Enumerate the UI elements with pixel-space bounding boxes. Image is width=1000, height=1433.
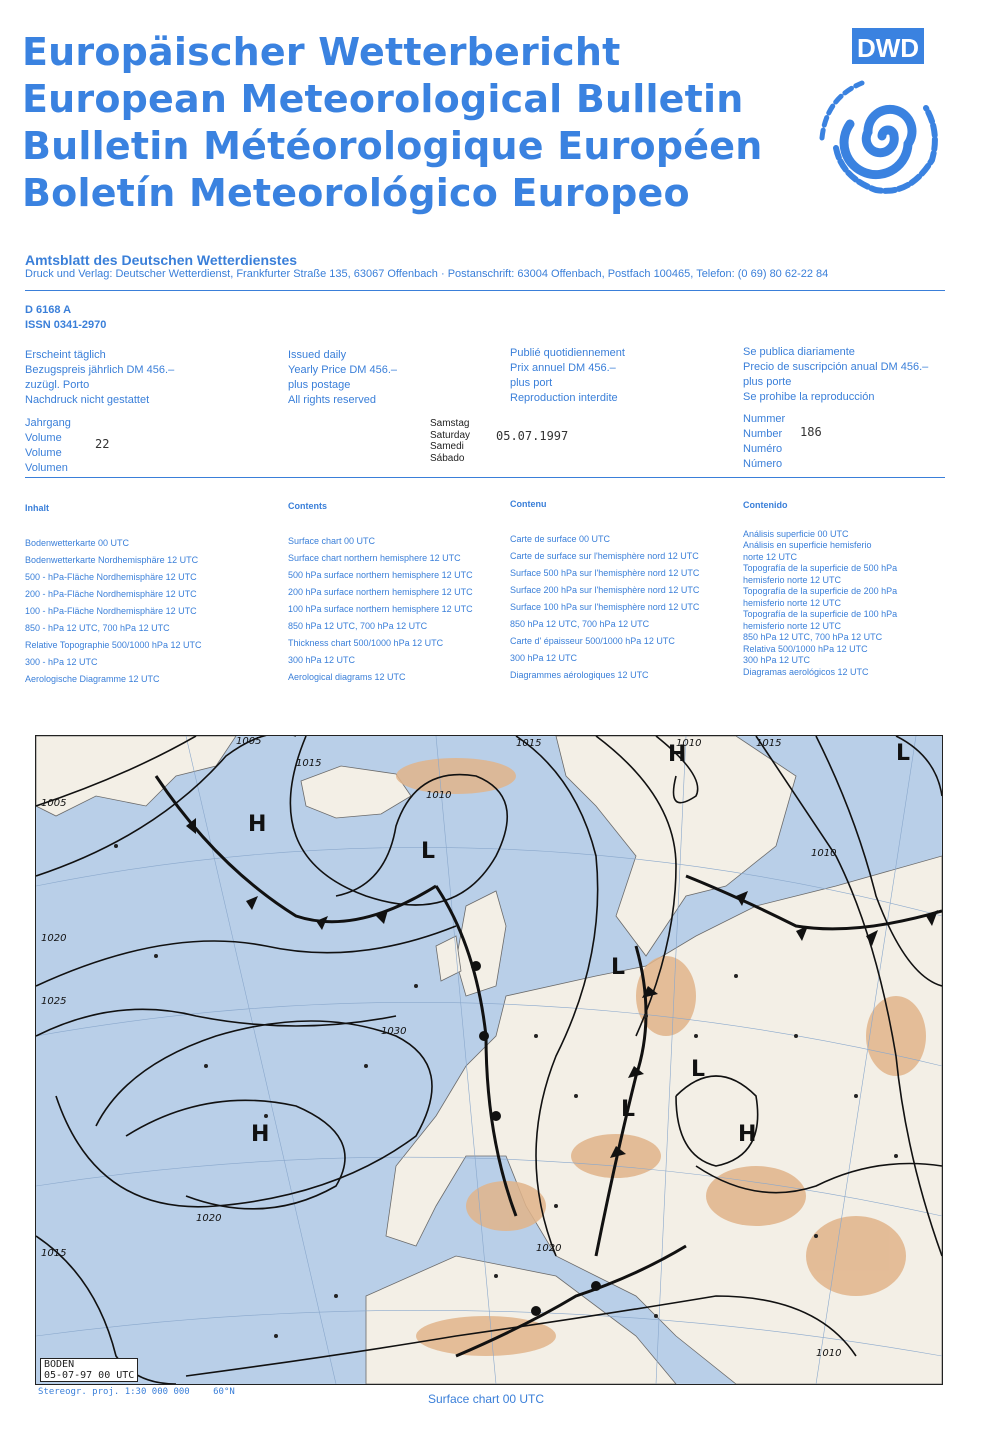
issue-info-line: Yearly Price DM 456.–	[288, 364, 398, 376]
contents-item: Surface chart 00 UTC	[288, 536, 376, 546]
contents-item: 300 hPa 12 UTC	[510, 653, 578, 663]
issue-info-line: plus postage	[288, 379, 351, 391]
contents-item: Topografía de la superficie de 200 hPa	[743, 586, 898, 596]
isobar-label: 1015	[516, 738, 542, 749]
contents-item: 850 hPa 12 UTC, 700 hPa 12 UTC	[743, 632, 883, 642]
contents-item: hemisferio norte 12 UTC	[743, 597, 842, 608]
contents-item: 300 - hPa 12 UTC	[25, 657, 98, 667]
title-english: European Meteorological Bulletin	[22, 77, 744, 121]
contents-item: 850 hPa 12 UTC, 700 hPa 12 UTC	[288, 621, 428, 631]
contents-item: Bodenwetterkarte Nordhemisphäre 12 UTC	[25, 555, 199, 565]
issue-info-line: Issued daily	[288, 349, 347, 361]
contents-fr	[510, 496, 699, 684]
contents-item: Carte d' épaisseur 500/1000 hPa 12 UTC	[510, 636, 675, 646]
low-pressure-label: L	[621, 1097, 636, 1122]
contents-item: Diagramas aerológicos 12 UTC	[743, 666, 869, 677]
isobar-label: 1020	[41, 933, 67, 944]
projection-note	[38, 1387, 235, 1397]
contents-item: 300 hPa 12 UTC	[288, 655, 356, 665]
issue-info-line: Se publica diariamente	[743, 346, 855, 358]
isobar-label: 1015	[41, 1248, 67, 1259]
number-label: Número	[743, 458, 783, 470]
contents-item: Aerological diagrams 12 UTC	[288, 672, 406, 682]
map-caption: Surface chart 00 UTC	[428, 1392, 545, 1406]
high-pressure-label: H	[248, 812, 267, 837]
contents-item: 500 hPa surface northern hemisphere 12 UTC	[288, 570, 473, 580]
issue-info-en	[288, 348, 397, 408]
contents-item: Topografía de la superficie de 500 hPa	[743, 563, 898, 573]
low-pressure-label: L	[691, 1057, 706, 1082]
high-pressure-label: H	[251, 1122, 270, 1147]
number-labels	[743, 412, 785, 472]
map-canvas	[36, 736, 942, 1384]
contents-item: Carte de surface 00 UTC	[510, 534, 611, 544]
day-label: Samedi	[430, 441, 464, 452]
isobar-label: 1005	[236, 736, 262, 747]
contents-item: 200 hPa surface northern hemisphere 12 UTC	[288, 587, 473, 597]
contents-item: Carte de surface sur l'hemisphère nord 12 UTC	[510, 551, 699, 561]
publisher-title: Amtsblatt des Deutschen Wetterdienstes	[25, 252, 298, 268]
map-stamp	[40, 1358, 138, 1382]
contents-item: Surface chart northern hemisphere 12 UTC	[288, 553, 461, 563]
issue-info-line: plus porte	[743, 376, 792, 388]
map-stamp-line: 05-07-97 00 UTC	[44, 1370, 135, 1381]
title-french: Bulletin Météorologique Européen	[22, 124, 763, 168]
contents-en	[288, 498, 473, 686]
issue-info-line: plus port	[510, 377, 553, 389]
issue-info-line: Precio de suscripción anual DM 456.–	[743, 361, 929, 373]
issue-info-line: Nachdruck nicht gestattet	[25, 394, 150, 406]
issue-info-fr	[510, 346, 625, 406]
low-pressure-label: L	[421, 839, 436, 864]
spiral-logo-icon	[800, 28, 950, 203]
isobar-label: 1015	[296, 758, 322, 769]
day-label: Sábado	[430, 452, 465, 464]
isobar-label: 1010	[676, 738, 702, 749]
isobar-label: 1010	[816, 1348, 842, 1359]
isobar-label: 1025	[41, 996, 67, 1007]
contents-item: Surface 100 hPa sur l'hemisphère nord 12 UTC	[510, 602, 700, 612]
contents-item: Surface 200 hPa sur l'hemisphère nord 12 UTC	[510, 585, 700, 595]
contents-item: 100 - hPa-Fläche Nordhemisphäre 12 UTC	[25, 606, 197, 616]
dwd-logo	[800, 28, 950, 203]
contents-item: Análisis en superficie hemisferio	[743, 540, 872, 550]
projection-scale: Stereogr. proj. 1:30 000 000	[38, 1387, 190, 1397]
landmass-ireland	[436, 936, 461, 981]
high-pressure-label: H	[668, 742, 687, 767]
contents-item: Topografía de la superficie de 100 hPa	[743, 609, 898, 619]
issn: ISSN 0341-2970	[25, 319, 107, 331]
volume-label: Volume	[25, 447, 62, 459]
contents-item: norte 12 UTC	[743, 551, 798, 562]
contents-item: hemisferio norte 12 UTC	[743, 574, 842, 585]
contents-item: 850 - hPa 12 UTC, 700 hPa 12 UTC	[25, 623, 170, 633]
issue-info-line: Erscheint täglich	[25, 349, 106, 361]
contents-item: Bodenwetterkarte 00 UTC	[25, 538, 130, 548]
isobar-label: 1015	[756, 738, 782, 749]
contents-item: 300 hPa 12 UTC	[743, 655, 811, 665]
contents-es	[743, 500, 897, 678]
divider	[25, 477, 945, 478]
divider	[25, 290, 945, 291]
map-stamp-line: BODEN	[44, 1359, 75, 1370]
day-label: Saturday	[430, 429, 471, 441]
d-number: D 6168 A	[25, 304, 72, 316]
title-spanish: Boletín Meteorológico Europeo	[22, 171, 690, 215]
day-labels	[430, 418, 470, 464]
volume-label: Jahrgang	[25, 417, 71, 429]
contents-item: Análisis superficie 00 UTC	[743, 528, 849, 539]
contents-item: Relativa 500/1000 hPa 12 UTC	[743, 643, 868, 654]
contents-header: Contents	[288, 501, 327, 511]
low-pressure-label: L	[611, 955, 626, 980]
contents-header: Contenu	[510, 499, 547, 509]
surface-weather-map	[35, 735, 943, 1385]
title-german: Europäischer Wetterbericht	[22, 30, 621, 74]
issue-info-line: Reproduction interdite	[510, 392, 618, 404]
contents-item: hemisferio norte 12 UTC	[743, 620, 842, 631]
contents-item: 850 hPa 12 UTC, 700 hPa 12 UTC	[510, 619, 650, 629]
contents-item: 500 - hPa-Fläche Nordhemisphäre 12 UTC	[25, 572, 197, 582]
isobar-label: 1020	[196, 1213, 222, 1224]
isobar-label: 1005	[41, 798, 67, 809]
isobar-label: 1010	[811, 848, 837, 859]
landmass-iceland	[301, 766, 411, 818]
issue-info-line: All rights reserved	[288, 394, 377, 406]
volume-value: 22	[95, 437, 110, 451]
issue-info-line: zuzügl. Porto	[25, 379, 90, 391]
day-label: Samstag	[430, 418, 470, 429]
issue-info-line: Publié quotidiennement	[510, 347, 625, 359]
issue-info-line: Se prohibe la reproducción	[743, 391, 875, 403]
contents-item: Thickness chart 500/1000 hPa 12 UTC	[288, 638, 444, 648]
number-label: Numéro	[743, 443, 783, 455]
issue-info-es	[743, 345, 928, 405]
volume-label: Volumen	[25, 462, 68, 474]
latitude-label: 60°N	[213, 1387, 235, 1397]
volume-labels	[25, 416, 71, 476]
low-pressure-label: L	[896, 741, 911, 766]
contents-item: Diagrammes aérologiques 12 UTC	[510, 670, 649, 680]
publisher-address: Druck und Verlag: Deutscher Wetterdienst, Frankfurter Straße 135, 63067 Offenbach · Postanschrift: 63004 Offenbach, Postfach 100465, Telefon: (0 69) 80 62-22 84	[25, 268, 829, 280]
contents-item: Surface 500 hPa sur l'hemisphère nord 12 UTC	[510, 568, 700, 578]
issue-info-line: Bezugspreis jährlich DM 456.–	[25, 364, 175, 376]
high-pressure-label: H	[738, 1122, 757, 1147]
contents-header: Inhalt	[25, 503, 49, 513]
isobar-label: 1010	[426, 790, 452, 801]
issue-info-line: Prix annuel DM 456.–	[510, 362, 616, 374]
contents-item: 100 hPa surface northern hemisphere 12 UTC	[288, 604, 473, 614]
issue-date: 05.07.1997	[496, 429, 569, 443]
isobar-label: 1020	[536, 1243, 562, 1254]
contents-header: Contenido	[743, 500, 788, 510]
contents-de	[25, 500, 201, 688]
number-value: 186	[800, 425, 822, 439]
number-label: Nummer	[743, 413, 786, 425]
issue-info-de	[25, 348, 174, 408]
contents-item: Relative Topographie 500/1000 hPa 12 UTC	[25, 640, 202, 650]
number-label: Number	[743, 428, 783, 440]
contents-item: 200 - hPa-Fläche Nordhemisphäre 12 UTC	[25, 589, 197, 599]
contents-item: Aerologische Diagramme 12 UTC	[25, 674, 160, 684]
logo-text: DWD	[856, 33, 920, 63]
volume-label: Volume	[25, 432, 62, 444]
isobar-label: 1030	[381, 1026, 407, 1037]
